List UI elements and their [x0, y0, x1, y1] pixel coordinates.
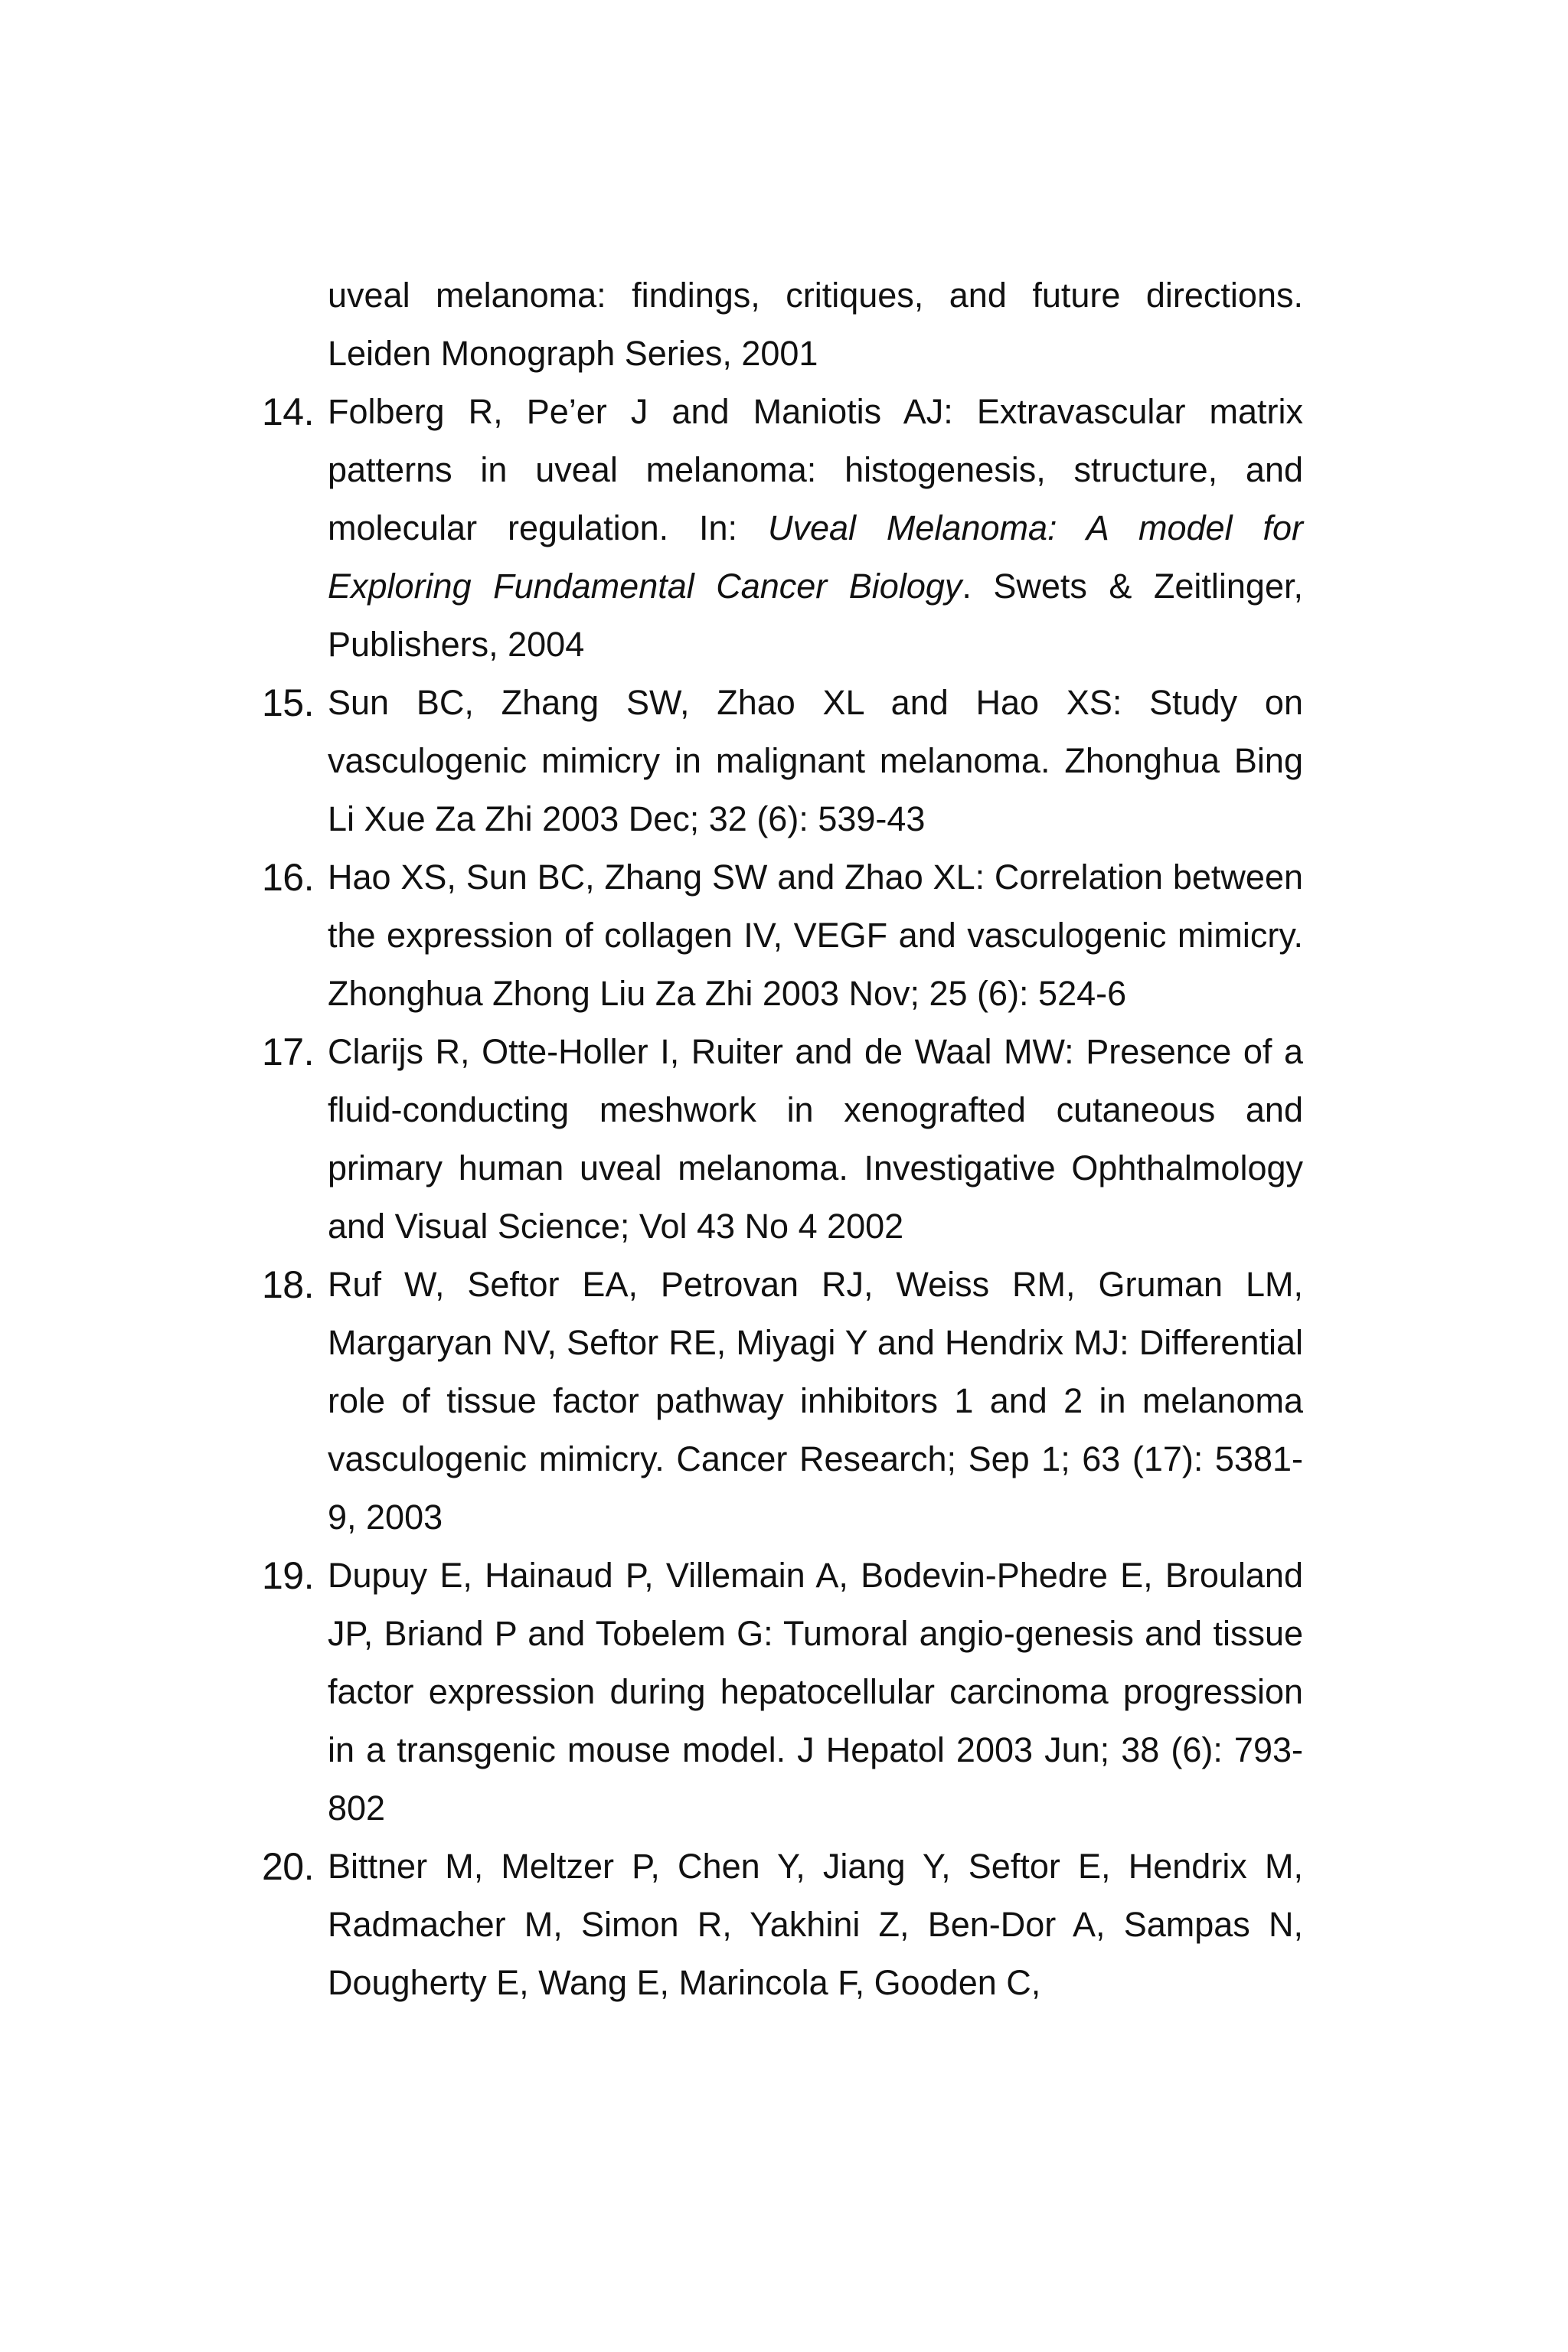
reference-number: 16.: [262, 856, 315, 899]
reference-text-part: Sun BC, Zhang SW, Zhao XL and Hao XS: Study on vasculogenic mimicry in malignant melanoma. Zhonghua Bing Li Xue Za Zhi 2003 Dec; 32 (6): 539-43: [328, 683, 1303, 838]
reference-text: [328, 383, 1303, 674]
reference-number: 19.: [262, 1554, 315, 1597]
reference-text-part: Bittner M, Meltzer P, Chen Y, Jiang Y, Seftor E, Hendrix M, Radmacher M, Simon R, Yakhini Z, Ben-Dor A, Sampas N, Dougherty E, Wang E, Marincola F, Gooden C,: [328, 1847, 1303, 2002]
reference-item-19: [262, 1547, 1303, 1838]
reference-item-17: [262, 1023, 1303, 1256]
reference-item-18: [262, 1256, 1303, 1547]
reference-text: [328, 1023, 1303, 1256]
reference-item-15: [262, 674, 1303, 848]
reference-item-16: [262, 848, 1303, 1023]
reference-text: [328, 1838, 1303, 2012]
reference-text-part: . Swets & Zeitlinger, Publishers, 2004: [328, 567, 1303, 664]
reference-text: [328, 674, 1303, 848]
reference-text-part: uveal melanoma: findings, critiques, and future directions. Leiden Monograph Series, 2001: [328, 276, 1303, 373]
reference-number: 18.: [262, 1263, 315, 1306]
reference-number: 15.: [262, 681, 315, 724]
reference-number: 14.: [262, 390, 315, 433]
reference-text: [328, 1256, 1303, 1547]
reference-book-title: Uveal Melanoma: A model for Exploring Fundamental Cancer Biology: [328, 508, 1303, 606]
reference-text: [328, 1547, 1303, 1838]
reference-text-part: Folberg R, Pe’er J and Maniotis AJ: Extravascular matrix patterns in uveal melanoma: histogenesis, structure, and molecular regulation. In:: [328, 392, 1303, 547]
reference-text-part: Ruf W, Seftor EA, Petrovan RJ, Weiss RM, Gruman LM, Margaryan NV, Seftor RE, Miyagi Y and Hendrix MJ: Differential role of tissue factor pathway inhibitors 1 and 2 in melanoma vasculogenic mimicry. Cancer Research; Sep 1; 63 (17): 5381-9, 2003: [328, 1265, 1303, 1537]
reference-list: [262, 266, 1303, 2012]
reference-text-part: Clarijs R, Otte-Holler I, Ruiter and de Waal MW: Presence of a fluid-conducting meshwork in xenografted cutaneous and primary human uveal melanoma. Investigative Ophthalmology and Visual Science; Vol 43 No 4 2002: [328, 1032, 1303, 1246]
reference-item-14: [262, 383, 1303, 674]
reference-number: 20.: [262, 1845, 315, 1888]
reference-text-part: Hao XS, Sun BC, Zhang SW and Zhao XL: Correlation between the expression of collagen IV, VEGF and vasculogenic mimicry. Zhonghua Zhong Liu Za Zhi 2003 Nov; 25 (6): 524-6: [328, 858, 1303, 1013]
reference-text: [328, 266, 1303, 383]
reference-text: [328, 848, 1303, 1023]
reference-item-continued: [262, 266, 1303, 383]
reference-item-20: [262, 1838, 1303, 2012]
reference-text-part: Dupuy E, Hainaud P, Villemain A, Bodevin-Phedre E, Brouland JP, Briand P and Tobelem G: Tumoral angio-genesis and tissue factor expression during hepatocellular carcinoma progression in a transgenic mouse model. J Hepatol 2003 Jun; 38 (6): 793-802: [328, 1556, 1303, 1828]
reference-number: 17.: [262, 1031, 315, 1073]
